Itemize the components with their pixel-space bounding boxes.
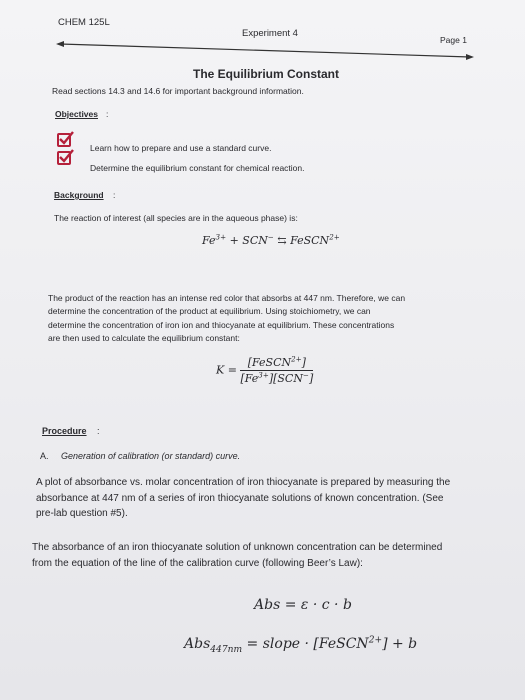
header-rule [56,38,476,60]
procedure-colon: : [97,426,100,436]
step-label: A. [40,451,49,461]
checked-box-icon [57,151,71,165]
paragraph-line: The absorbance of an iron thiocyanate solution of unknown concentration can be determined [32,542,443,553]
paragraph-line: are then used to calculate the equilibrium constant: [48,332,240,343]
background-intro: The reaction of interest (all species are in the aqueous phase) is: [54,213,298,223]
procedure-paragraph-2 [32,540,442,571]
objectives-heading: Objectives [55,109,98,119]
paragraph-line: A plot of absorbance vs. molar concentration of iron thiocyanate is prepared by measuring the [36,477,451,488]
paragraph-line: absorbance at 447 nm of a series of iron thiocyanate solutions of known concentration. (See [36,492,444,504]
paragraph-line: The product of the reaction has an intense red color that absorbs at 447 nm. Therefore, we can [48,293,406,303]
paragraph-line: determine the concentration of the product at equilibrium. Using stoichiometry, we can [48,306,371,317]
equilibrium-fraction: $\frac{[FeSCN^{2+}]}{[Fe^{3+}][SCN^-]}$ [240,354,314,385]
objective-item: Determine the equilibrium constant for chemical reaction. [90,163,305,173]
procedure-heading: Procedure [42,426,87,436]
step-title: Generation of calibration (or standard) curve. [61,451,241,461]
page-number: Page 1 [440,35,467,45]
procedure-paragraph-1 [36,475,450,522]
experiment-label: Experiment 4 [242,28,298,39]
objectives-colon: : [106,109,109,119]
background-paragraph [48,292,405,345]
beers-law-equation: Abs = ε · c · b [254,597,352,613]
document-title: The Equilibrium Constant [193,67,339,81]
equilibrium-expression: K = $\frac{[FeSCN^{2+}]}{[Fe^{3+}][SCN^-]}$ [216,354,314,385]
background-heading: Background [54,190,104,200]
reading-note: Read sections 14.3 and 14.6 for important background information. [52,86,304,96]
checked-box-icon [57,133,71,147]
calibration-equation: Abs$_{447nm}$ = slope · [FeSCN$^{2+}$] + b [184,635,418,655]
paragraph-line: from the equation of the line of the calibration curve (following Beer’s Law): [32,557,363,569]
background-colon: : [113,190,116,200]
paragraph-line: pre-lab question #5). [36,508,128,519]
objective-item: Learn how to prepare and use a standard curve. [90,143,272,153]
reaction-equation: $Fe^{3+} + SCN^-$ ⇆ FeSCN$^{2+}$ [202,232,340,247]
paragraph-line: determine the concentration of iron ion and thiocyanate at equilibrium. These concentrations [48,319,395,330]
course-code: CHEM 125L [58,17,110,28]
